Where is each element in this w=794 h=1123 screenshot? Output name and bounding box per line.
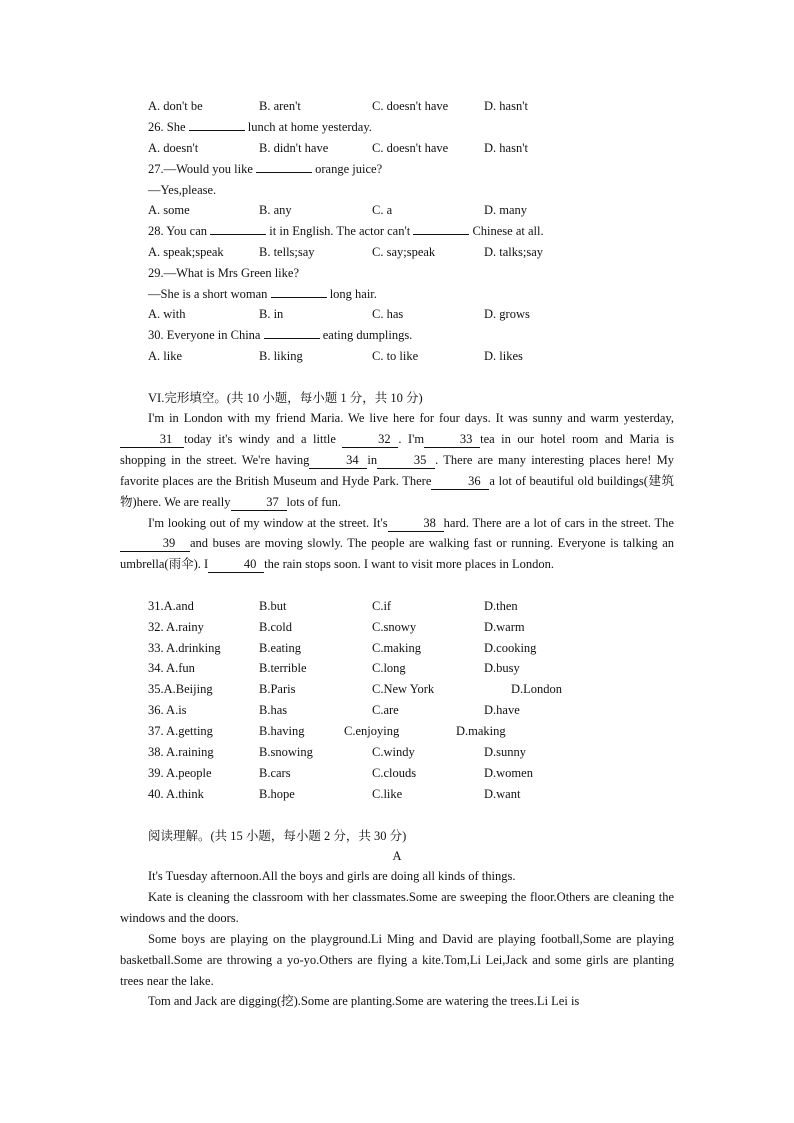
option-a: 31.A.and — [148, 599, 194, 613]
blank-32: 32 — [342, 432, 398, 448]
option-b: B.cars — [259, 766, 291, 780]
cloze-paragraph-1: I'm in London with my friend Maria. We live here for four days. It was sunny and warm yesterday,31 today it's windy and a little 32 . I'm 33 tea in our hotel room and Maria is shopping in the street. We're having 34 in 35 . There are many interesting places here! My favorite places are the British Museum and Hyde Park. There 36 a lot of beautiful old buildings(建筑物)here. We are really 37 lots of fun. — [120, 411, 674, 509]
option-c: C.snowy — [372, 620, 417, 634]
cloze-passage — [120, 408, 674, 575]
option-b: B.Paris — [259, 682, 296, 696]
option-d: D. likes — [484, 349, 523, 363]
option-c: C.if — [372, 599, 392, 613]
option-d: D.then — [484, 599, 518, 613]
option-b: B. aren't — [259, 99, 301, 113]
blank-37: 37 — [231, 495, 287, 511]
blank-33: 33 — [424, 432, 480, 448]
option-a: 32. A.rainy — [148, 620, 204, 634]
blank-34: 34 — [309, 453, 367, 469]
option-d: D.busy — [484, 661, 520, 675]
cloze-paragraph-2: I'm looking out of my window at the street. It's 38 hard. There are a lot of cars in the street. The39 and buses are moving slowly. The people are walking fast or running. Everyone is talking an umbrella(雨伞). I 40 the rain stops soon. I want to visit more places in London. — [120, 515, 674, 572]
question-27-stem: 27.—Would you like orange juice? — [148, 162, 383, 176]
reading-paragraph: Some boys are playing on the playground.Li Ming and David are playing football,Some are playing basketball.Some are throwing a yo-yo.Others are flying a kite.Tom,Li Lei,Jack and some girls are planting trees near the lake. — [120, 931, 674, 988]
option-c: C.like — [372, 787, 403, 801]
blank-35: 35 — [377, 453, 435, 469]
option-c: C.New York — [372, 682, 435, 696]
option-d: D.cooking — [484, 641, 537, 655]
option-d: D.want — [484, 787, 521, 801]
cloze-heading: VI.完形填空。(共 10 小题，每小题 1 分，共 10 分) — [148, 391, 423, 405]
option-a: 35.A.Beijing — [148, 682, 213, 696]
option-d: D.London — [511, 682, 563, 696]
option-a: A. doesn't — [148, 141, 199, 155]
option-a: 37. A.getting — [148, 724, 213, 738]
answer-blank — [413, 234, 469, 235]
option-d: D. grows — [484, 307, 530, 321]
option-a: A. speak;speak — [148, 245, 224, 259]
question-28-stem: 28. You can it in English. The actor can't Chinese at all. — [148, 224, 544, 238]
reading-paragraph: Kate is cleaning the classroom with her classmates.Some are sweeping the floor.Others are cleaning the windows and the doors. — [120, 889, 674, 925]
option-a: 38. A.raining — [148, 745, 214, 759]
passage-label: A — [392, 849, 402, 863]
question-29-stem: 29.—What is Mrs Green like? — [148, 266, 300, 280]
answer-blank — [189, 130, 245, 131]
question-26-stem: 26. She lunch at home yesterday. — [148, 120, 372, 134]
reading-paragraph: Tom and Jack are digging(挖).Some are planting.Some are watering the trees.Li Lei is — [148, 994, 580, 1009]
question-30-stem: 30. Everyone in China eating dumplings. — [148, 328, 413, 342]
option-d: D.making — [456, 724, 506, 738]
option-c: C.making — [372, 641, 421, 655]
answer-blank — [256, 172, 312, 173]
option-c: C.clouds — [372, 766, 417, 780]
answer-blank — [271, 297, 327, 298]
question-29-reply: —She is a short woman long hair. — [148, 287, 377, 301]
option-d: D. hasn't — [484, 99, 528, 113]
option-a: 33. A.drinking — [148, 641, 221, 655]
option-d: D. talks;say — [484, 245, 544, 259]
option-d: D.women — [484, 766, 533, 780]
option-b: B. liking — [259, 349, 303, 363]
option-c: C. say;speak — [372, 245, 436, 259]
option-c: C.long — [372, 661, 406, 675]
option-d: D. hasn't — [484, 141, 528, 155]
option-d: D.warm — [484, 620, 525, 634]
option-a: A. don't be — [148, 99, 203, 113]
option-b: B.snowing — [259, 745, 313, 759]
option-b: B. didn't have — [259, 141, 329, 155]
option-c: C. to like — [372, 349, 419, 363]
option-c: C. a — [372, 203, 393, 217]
reading-passage — [120, 866, 674, 1012]
option-a: 40. A.think — [148, 787, 204, 801]
blank-31: 31 — [120, 432, 184, 448]
blank-40: 40 — [208, 557, 264, 573]
option-c: C.windy — [372, 745, 415, 759]
reading-paragraph: It's Tuesday afternoon.All the boys and girls are doing all kinds of things. — [148, 869, 516, 883]
option-a: 34. A.fun — [148, 661, 195, 675]
option-c: C.are — [372, 703, 399, 717]
option-b: B. tells;say — [259, 245, 315, 259]
option-c: C.enjoying — [344, 724, 400, 738]
option-b: B.but — [259, 599, 287, 613]
option-c: C. doesn't have — [372, 141, 449, 155]
option-b: B.having — [259, 724, 305, 738]
option-b: B.hope — [259, 787, 295, 801]
option-a: A. like — [148, 349, 183, 363]
option-d: D.have — [484, 703, 520, 717]
answer-blank — [210, 234, 266, 235]
option-b: B.cold — [259, 620, 292, 634]
option-d: D.sunny — [484, 745, 527, 759]
option-b: B.terrible — [259, 661, 307, 675]
option-b: B. in — [259, 307, 284, 321]
option-c: C. doesn't have — [372, 99, 449, 113]
blank-38: 38 — [388, 516, 444, 532]
option-b: B.eating — [259, 641, 302, 655]
option-b: B. any — [259, 203, 292, 217]
blank-39: 39 — [120, 536, 190, 552]
option-a: 36. A.is — [148, 703, 187, 717]
option-a: 39. A.people — [148, 766, 212, 780]
option-a: A. with — [148, 307, 186, 321]
option-a: A. some — [148, 203, 190, 217]
reading-heading: 阅读理解。(共 15 小题，每小题 2 分，共 30 分) — [148, 829, 407, 843]
option-b: B.has — [259, 703, 288, 717]
question-27-reply: —Yes,please. — [148, 183, 217, 197]
blank-36: 36 — [431, 474, 489, 490]
answer-blank — [264, 338, 320, 339]
option-c: C. has — [372, 307, 404, 321]
option-d: D. many — [484, 203, 528, 217]
